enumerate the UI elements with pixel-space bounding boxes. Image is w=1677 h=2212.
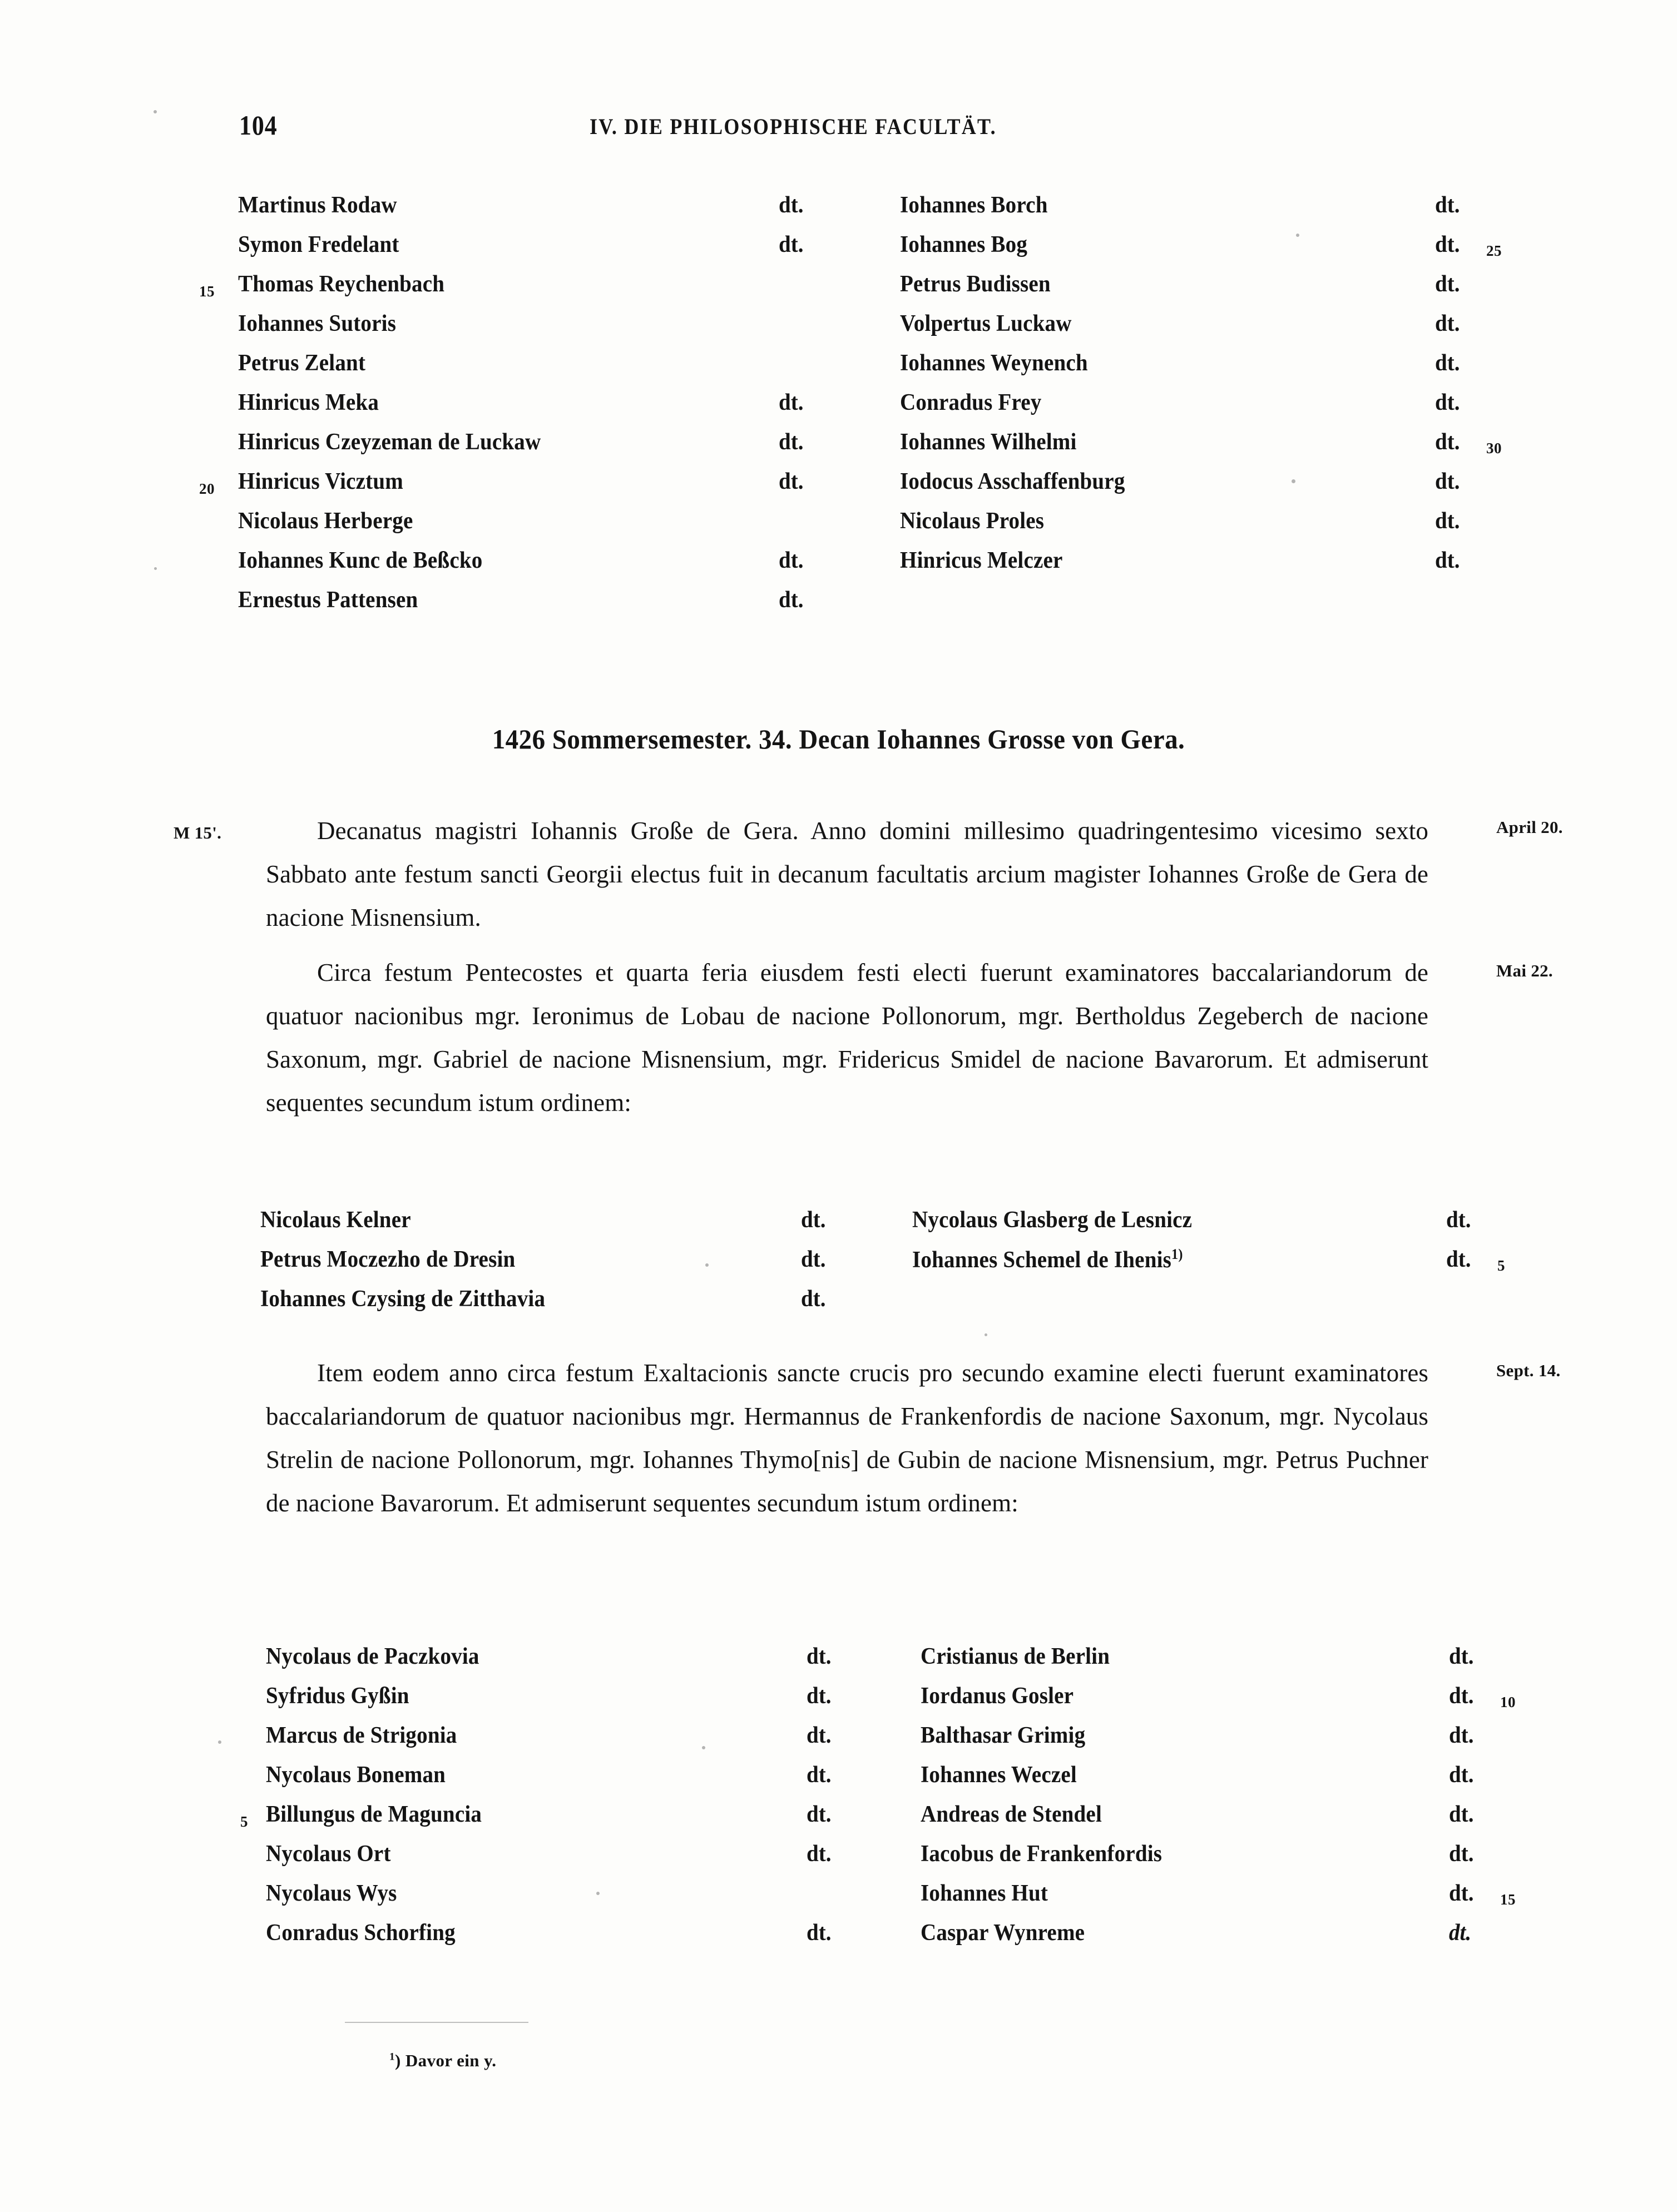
line-number-left: 5 bbox=[240, 1813, 248, 1830]
footnote-rule bbox=[345, 2022, 528, 2023]
entry-name-right: Caspar Wynreme bbox=[921, 1920, 1085, 1946]
entry-fee-left: dt. bbox=[779, 232, 804, 257]
paragraph-text: Decanatus magistri Iohannis Große de Gera. Anno domini millesimo quadringentesimo vicesimo sexto Sabbato ante festum sancti Georgii electus fuit in decanum facultatis arcium magister Iohannes Große de Gera de nacione Misnensium. bbox=[266, 817, 1428, 931]
entry-fee-left: dt. bbox=[807, 1644, 832, 1669]
entry-fee-left: dt. bbox=[807, 1920, 832, 1946]
register-row bbox=[0, 350, 1677, 389]
entry-name-left: Iohannes Kunc de Beßcko bbox=[238, 548, 483, 573]
register-row bbox=[0, 429, 1677, 468]
entry-name-left: Petrus Moczezho de Dresin bbox=[260, 1247, 516, 1272]
footnote-text: ) Davor ein y. bbox=[395, 2051, 497, 2070]
entry-name-left: Hinricus Vicztum bbox=[238, 469, 404, 494]
entry-name-left: Thomas Reychenbach bbox=[238, 271, 445, 297]
entry-name-left: Syfridus Gyßin bbox=[266, 1683, 409, 1709]
footnote-marker: 1 bbox=[389, 2051, 395, 2063]
entry-name-right: Iordanus Gosler bbox=[921, 1683, 1074, 1709]
entry-fee-left: dt. bbox=[807, 1762, 832, 1788]
margin-manuscript-ref: M 15'. bbox=[174, 823, 222, 842]
footnote bbox=[389, 2051, 496, 2071]
entry-name-left: Hinricus Meka bbox=[238, 390, 379, 415]
entry-name-left: Nycolaus de Paczkovia bbox=[266, 1644, 479, 1669]
line-number-left: 20 bbox=[199, 480, 215, 497]
paragraph-decanatus bbox=[266, 809, 1428, 939]
entry-fee-left: dt. bbox=[779, 429, 804, 455]
entry-name-right: Petrus Budissen bbox=[900, 271, 1051, 297]
entry-fee-left: dt. bbox=[801, 1247, 826, 1272]
entry-name-left: Conradus Schorfing bbox=[266, 1920, 456, 1946]
entry-name-left: Martinus Rodaw bbox=[238, 192, 397, 218]
entry-name-right: Andreas de Stendel bbox=[921, 1802, 1102, 1827]
entry-name-right: Balthasar Grimig bbox=[921, 1723, 1086, 1748]
running-head bbox=[0, 109, 1677, 148]
entry-name-left: Ernestus Pattensen bbox=[238, 587, 418, 613]
register-row bbox=[0, 1286, 1677, 1325]
entry-name-right: Cristianus de Berlin bbox=[921, 1644, 1110, 1669]
entry-name-left: Marcus de Strigonia bbox=[266, 1723, 457, 1748]
entry-fee-left: dt. bbox=[807, 1723, 832, 1748]
line-number-right: 15 bbox=[1500, 1891, 1516, 1908]
entry-name-right: Iohannes Schemel de Ihenis$^{1)}$ bbox=[912, 1246, 1183, 1273]
running-title: IV. DIE PHILOSOPHISCHE FACULTÄT. bbox=[590, 114, 997, 139]
register-row bbox=[0, 1801, 1677, 1841]
entry-name-right: Iohannes Wilhelmi bbox=[900, 429, 1077, 455]
entry-fee-left: dt. bbox=[801, 1286, 826, 1312]
register-bottom bbox=[0, 1643, 1677, 1959]
register-row bbox=[0, 1841, 1677, 1880]
register-row bbox=[0, 547, 1677, 587]
entry-fee-right: dt. bbox=[1446, 1247, 1471, 1272]
entry-fee-left: dt. bbox=[807, 1802, 832, 1827]
scan-speck bbox=[154, 567, 157, 570]
entry-fee-left: dt. bbox=[779, 390, 804, 415]
line-number-right: 30 bbox=[1486, 440, 1502, 457]
scan-speck bbox=[154, 110, 157, 113]
entry-fee-right: dt. bbox=[1449, 1723, 1474, 1748]
paragraph-pentecostes bbox=[266, 951, 1428, 1124]
register-row bbox=[0, 1722, 1677, 1762]
margin-date-april: April 20. bbox=[1496, 817, 1563, 837]
margin-date-sept: Sept. 14. bbox=[1496, 1361, 1561, 1380]
entry-fee-left: dt. bbox=[779, 192, 804, 218]
scan-speck bbox=[1292, 479, 1295, 483]
paragraph-text: Item eodem anno circa festum Exaltacionis sancte crucis pro secundo examine electi fuerunt examinatores baccalariandorum de quatuor nacionibus mgr. Hermannus de Frankenfordis de nacione Saxonum, mgr. Nycolaus Strelin de nacione Pollonorum, mgr. Iohannes Thymo[nis] de Gubin de nacione Misnensium, mgr. Petrus Puchner de nacione Bavarorum. Et admiserunt sequentes secundum istum ordinem: bbox=[266, 1359, 1428, 1517]
entry-name-right: Iohannes Weczel bbox=[921, 1762, 1077, 1788]
entry-name-right: Iodocus Asschaffenburg bbox=[900, 469, 1125, 494]
scan-speck bbox=[985, 1333, 987, 1336]
entry-fee-left: dt. bbox=[807, 1683, 832, 1709]
entry-fee-right: dt. bbox=[1446, 1207, 1471, 1233]
register-row bbox=[0, 231, 1677, 271]
line-number-right: 10 bbox=[1500, 1694, 1516, 1710]
entry-fee-left: dt. bbox=[807, 1841, 832, 1867]
entry-fee-right: dt. bbox=[1435, 350, 1460, 376]
register-row bbox=[0, 1207, 1677, 1246]
entry-name-right: Hinricus Melczer bbox=[900, 548, 1063, 573]
entry-name-left: Hinricus Czeyzeman de Luckaw bbox=[238, 429, 541, 455]
entry-fee-left: dt. bbox=[801, 1207, 826, 1233]
entry-fee-right: dt. bbox=[1449, 1881, 1474, 1906]
register-row bbox=[0, 271, 1677, 310]
register-row bbox=[0, 1762, 1677, 1801]
entry-fee-right: dt. bbox=[1435, 232, 1460, 257]
section-heading: 1426 Sommersemester. 34. Decan Iohannes Grosse von Gera. bbox=[492, 723, 1185, 755]
entry-name-left: Iohannes Sutoris bbox=[238, 311, 397, 336]
entry-fee-right: dt. bbox=[1435, 469, 1460, 494]
scan-speck bbox=[596, 1892, 600, 1895]
scan-speck bbox=[702, 1746, 705, 1749]
entry-name-left: Nycolaus Wys bbox=[266, 1881, 397, 1906]
entry-name-right: Nicolaus Proles bbox=[900, 508, 1045, 534]
register-row bbox=[0, 468, 1677, 508]
line-number-left: 15 bbox=[199, 283, 215, 300]
page-number: 104 bbox=[239, 110, 278, 141]
register-row bbox=[0, 1643, 1677, 1683]
entry-fee-left: dt. bbox=[779, 587, 804, 613]
register-row bbox=[0, 389, 1677, 429]
register-row bbox=[0, 1920, 1677, 1959]
line-number-right: 5 bbox=[1497, 1257, 1505, 1274]
entry-fee-right: dt. bbox=[1435, 192, 1460, 218]
paragraph-exaltacionis bbox=[266, 1351, 1428, 1525]
entry-name-left: Nicolaus Herberge bbox=[238, 508, 413, 534]
entry-fee-right: dt. bbox=[1435, 271, 1460, 297]
margin-date-mai: Mai 22. bbox=[1496, 961, 1553, 980]
entry-name-right: Conradus Frey bbox=[900, 390, 1042, 415]
entry-name-left: Nicolaus Kelner bbox=[260, 1207, 411, 1233]
entry-name-right: Iacobus de Frankenfordis bbox=[921, 1841, 1162, 1867]
entry-name-right: Iohannes Weynench bbox=[900, 350, 1088, 376]
footnote-ref: 1) bbox=[1171, 1246, 1183, 1262]
entry-fee-right: dt. bbox=[1435, 311, 1460, 336]
entry-name-right: Nycolaus Glasberg de Lesnicz bbox=[912, 1207, 1193, 1233]
register-row bbox=[0, 1246, 1677, 1286]
entry-name-left: Iohannes Czysing de Zitthavia bbox=[260, 1286, 546, 1312]
entry-fee-right: dt. bbox=[1449, 1683, 1474, 1709]
line-number-right: 25 bbox=[1486, 242, 1502, 259]
scan-speck bbox=[218, 1740, 221, 1744]
entry-fee-right: dt. bbox=[1435, 548, 1460, 573]
entry-fee-right: dt. bbox=[1435, 508, 1460, 534]
register-row bbox=[0, 192, 1677, 231]
register-row bbox=[0, 310, 1677, 350]
register-row bbox=[0, 508, 1677, 547]
entry-name-left: Billungus de Maguncia bbox=[266, 1802, 482, 1827]
entry-fee-left: dt. bbox=[779, 469, 804, 494]
scan-speck bbox=[1296, 234, 1299, 237]
entry-fee-right: dt. bbox=[1449, 1841, 1474, 1867]
register-row bbox=[0, 587, 1677, 626]
entry-name-right: Iohannes Borch bbox=[900, 192, 1048, 218]
paragraph-text: Circa festum Pentecostes et quarta feria eiusdem festi electi fuerunt examinatores baccalariandorum de quatuor nacionibus mgr. Ieronimus de Lobau de nacione Pollonorum, mgr. Bertholdus Zegeberch de nacione Saxonum, mgr. Gabriel de nacione Misnensium, mgr. Fridericus Smidel de nacione Bavarorum. Et admiserunt sequentes secundum istum ordinem: bbox=[266, 959, 1428, 1117]
entry-name-right: Volpertus Luckaw bbox=[900, 311, 1072, 336]
entry-fee-left: dt. bbox=[779, 548, 804, 573]
entry-fee-right: dt. bbox=[1449, 1644, 1474, 1669]
entry-name-left: Nycolaus Boneman bbox=[266, 1762, 446, 1788]
register-row bbox=[0, 1880, 1677, 1920]
register-top bbox=[0, 192, 1677, 626]
register-middle bbox=[0, 1207, 1677, 1325]
entry-fee-right: dt. bbox=[1449, 1762, 1474, 1788]
entry-fee-right: dt. bbox=[1435, 429, 1460, 455]
register-row bbox=[0, 1683, 1677, 1722]
entry-fee-right: dt. bbox=[1435, 390, 1460, 415]
entry-fee-right: dt. bbox=[1449, 1920, 1472, 1946]
entry-fee-right: dt. bbox=[1449, 1802, 1474, 1827]
entry-name-right: Iohannes Hut bbox=[921, 1881, 1048, 1906]
entry-name-left: Symon Fredelant bbox=[238, 232, 399, 257]
entry-name-left: Petrus Zelant bbox=[238, 350, 366, 376]
scan-speck bbox=[705, 1263, 709, 1267]
entry-name-left: Nycolaus Ort bbox=[266, 1841, 391, 1867]
entry-name-right: Iohannes Bog bbox=[900, 232, 1028, 257]
